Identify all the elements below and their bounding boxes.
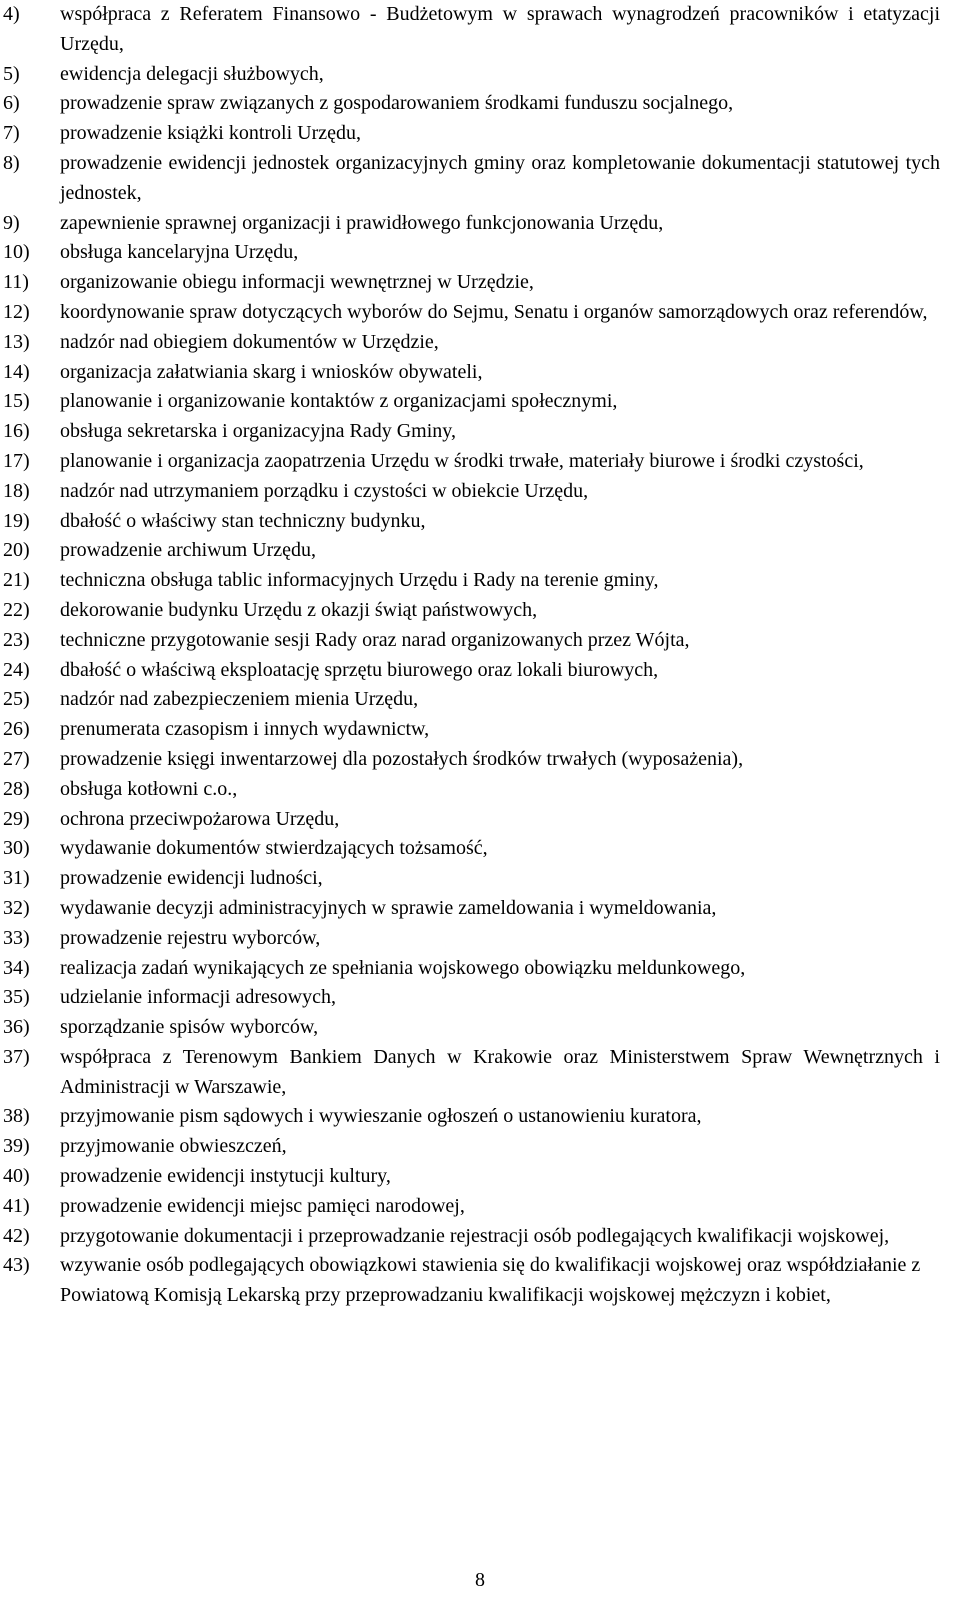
list-item xyxy=(0,0,940,60)
item-text: prowadzenie księgi inwentarzowej dla pozostałych środków trwałych (wyposażenia), xyxy=(60,747,744,770)
item-number: 21) xyxy=(3,569,30,592)
item-number: 11) xyxy=(3,271,29,294)
list-item xyxy=(0,983,940,1013)
list-item xyxy=(0,119,940,149)
list-item xyxy=(0,447,940,477)
item-number: 23) xyxy=(3,628,30,651)
item-number: 9) xyxy=(3,211,20,234)
item-number: 35) xyxy=(3,986,30,1009)
list-item xyxy=(0,417,940,447)
item-text: realizacja zadań wynikających ze spełniania wojskowego obowiązku meldunkowego, xyxy=(60,956,746,979)
item-text: dbałość o właściwą eksploatację sprzętu biurowego oraz lokali biurowych, xyxy=(60,658,659,681)
page-number: 8 xyxy=(475,1569,485,1591)
item-number: 41) xyxy=(3,1194,30,1217)
item-text: zapewnienie sprawnej organizacji i prawidłowego funkcjonowania Urzędu, xyxy=(60,211,664,234)
item-text: dbałość o właściwy stan techniczny budynku, xyxy=(60,509,426,532)
item-number: 4) xyxy=(3,3,20,25)
item-number: 42) xyxy=(3,1224,30,1247)
item-text: współpraca z Referatem Finansowo - Budżetowym w sprawach wynagrodzeń pracowników i etatyzacji Urzędu, xyxy=(60,3,940,55)
item-number: 28) xyxy=(3,777,30,800)
item-number: 37) xyxy=(3,1045,30,1068)
item-text: wzywanie osób podlegających obowiązkowi stawienia się do kwalifikacji wojskowej oraz współdziałanie z Powiatową Komisją Lekarską przy przeprowadzaniu kwalifikacji wojskowej mężczyzn i kobiet, xyxy=(60,1254,921,1307)
list-item xyxy=(0,89,940,119)
list-item xyxy=(0,1102,940,1132)
list-item xyxy=(0,805,940,835)
list-item xyxy=(0,298,940,328)
item-number: 39) xyxy=(3,1135,30,1158)
item-text: prowadzenie książki kontroli Urzędu, xyxy=(60,122,362,145)
list-item xyxy=(0,834,940,864)
list-item xyxy=(0,238,940,268)
list-item xyxy=(0,477,940,507)
item-number: 26) xyxy=(3,718,30,741)
item-text: prowadzenie ewidencji jednostek organizacyjnych gminy oraz kompletowanie dokumentacji statutowej tych jednostek, xyxy=(60,151,940,204)
item-text: sporządzanie spisów wyborców, xyxy=(60,1016,319,1039)
item-number: 17) xyxy=(3,449,30,472)
item-text: przyjmowanie pism sądowych i wywieszanie ogłoszeń o ustanowieniu kuratora, xyxy=(60,1105,702,1128)
list-item xyxy=(0,596,940,626)
list-item xyxy=(0,149,940,209)
item-number: 24) xyxy=(3,658,30,681)
list-item xyxy=(0,1162,940,1192)
list-item xyxy=(0,1043,940,1103)
list-item xyxy=(0,715,940,745)
item-number: 6) xyxy=(3,92,20,115)
list-item xyxy=(0,328,940,358)
item-text: techniczna obsługa tablic informacyjnych Urzędu i Rady na terenie gminy, xyxy=(60,569,659,592)
item-number: 34) xyxy=(3,956,30,979)
item-text: organizacja załatwiania skarg i wniosków obywateli, xyxy=(60,360,483,383)
item-text: ewidencja delegacji służbowych, xyxy=(60,62,324,85)
list-item xyxy=(0,566,940,596)
list-item xyxy=(0,209,940,239)
item-text: współpraca z Terenowym Bankiem Danych w Krakowie oraz Ministerstwem Spraw Wewnętrznych i Administracji w Warszawie, xyxy=(60,1045,940,1098)
list-item xyxy=(0,1013,940,1043)
item-number: 7) xyxy=(3,122,20,145)
list-item xyxy=(0,894,940,924)
item-number: 38) xyxy=(3,1105,30,1128)
list-item xyxy=(0,656,940,686)
item-text: obsługa kancelaryjna Urzędu, xyxy=(60,241,299,264)
item-number: 5) xyxy=(3,62,20,85)
list-item xyxy=(0,60,940,90)
item-number: 20) xyxy=(3,539,30,562)
item-text: wydawanie dokumentów stwierdzających tożsamość, xyxy=(60,837,488,860)
item-number: 16) xyxy=(3,420,30,443)
item-number: 33) xyxy=(3,926,30,949)
list-item xyxy=(0,268,940,298)
list-item xyxy=(0,536,940,566)
list-item xyxy=(0,1192,940,1222)
item-text: organizowanie obiegu informacji wewnętrznej w Urzędzie, xyxy=(60,271,534,294)
item-number: 8) xyxy=(3,151,20,174)
list-item xyxy=(0,387,940,417)
item-number: 19) xyxy=(3,509,30,532)
item-text: prenumerata czasopism i innych wydawnictw, xyxy=(60,718,430,741)
item-number: 14) xyxy=(3,360,30,383)
item-text: koordynowanie spraw dotyczących wyborów do Sejmu, Senatu i organów samorządowych oraz referendów, xyxy=(60,300,928,323)
item-text: obsługa sekretarska i organizacyjna Rady Gminy, xyxy=(60,420,456,443)
list-item xyxy=(0,685,940,715)
item-text: planowanie i organizacja zaopatrzenia Urzędu w środki trwałe, materiały biurowe i środki czystości, xyxy=(60,449,864,472)
list-item xyxy=(0,864,940,894)
list-item xyxy=(0,1222,940,1252)
list-item xyxy=(0,745,940,775)
item-number: 27) xyxy=(3,747,30,770)
item-text: techniczne przygotowanie sesji Rady oraz narad organizowanych przez Wójta, xyxy=(60,628,690,651)
item-number: 31) xyxy=(3,867,30,890)
item-number: 43) xyxy=(3,1254,30,1277)
item-text: obsługa kotłowni c.o., xyxy=(60,777,238,800)
item-text: nadzór nad zabezpieczeniem mienia Urzędu, xyxy=(60,688,419,711)
item-number: 18) xyxy=(3,479,30,502)
item-number: 25) xyxy=(3,688,30,711)
item-number: 30) xyxy=(3,837,30,860)
item-text: prowadzenie archiwum Urzędu, xyxy=(60,539,316,562)
item-text: udzielanie informacji adresowych, xyxy=(60,986,336,1009)
item-number: 13) xyxy=(3,330,30,353)
item-text: przygotowanie dokumentacji i przeprowadzanie rejestracji osób podlegających kwalifikacji wojskowej, xyxy=(60,1224,890,1247)
list-item xyxy=(0,626,940,656)
item-number: 22) xyxy=(3,598,30,621)
item-text: nadzór nad obiegiem dokumentów w Urzędzie, xyxy=(60,330,439,353)
list-item xyxy=(0,507,940,537)
item-text: ochrona przeciwpożarowa Urzędu, xyxy=(60,807,340,830)
item-number: 36) xyxy=(3,1016,30,1039)
item-number: 12) xyxy=(3,300,30,323)
item-text: przyjmowanie obwieszczeń, xyxy=(60,1135,287,1158)
item-number: 32) xyxy=(3,896,30,919)
list-item xyxy=(0,775,940,805)
list-item xyxy=(0,1251,940,1311)
item-text: prowadzenie ewidencji instytucji kultury, xyxy=(60,1165,391,1188)
item-number: 40) xyxy=(3,1165,30,1188)
item-text: prowadzenie ewidencji ludności, xyxy=(60,867,323,890)
item-number: 29) xyxy=(3,807,30,830)
item-text: prowadzenie spraw związanych z gospodarowaniem środkami funduszu socjalnego, xyxy=(60,92,734,115)
item-text: dekorowanie budynku Urzędu z okazji świąt państwowych, xyxy=(60,598,538,621)
item-text: prowadzenie rejestru wyborców, xyxy=(60,926,321,949)
item-text: planowanie i organizowanie kontaktów z organizacjami społecznymi, xyxy=(60,390,618,413)
list-item xyxy=(0,954,940,984)
list-item xyxy=(0,1132,940,1162)
list-item xyxy=(0,358,940,388)
item-text: prowadzenie ewidencji miejsc pamięci narodowej, xyxy=(60,1194,465,1217)
item-number: 10) xyxy=(3,241,30,264)
item-text: nadzór nad utrzymaniem porządku i czystości w obiekcie Urzędu, xyxy=(60,479,589,502)
list-item xyxy=(0,924,940,954)
item-text: wydawanie decyzji administracyjnych w sprawie zameldowania i wymeldowania, xyxy=(60,896,717,919)
item-number: 15) xyxy=(3,390,30,413)
